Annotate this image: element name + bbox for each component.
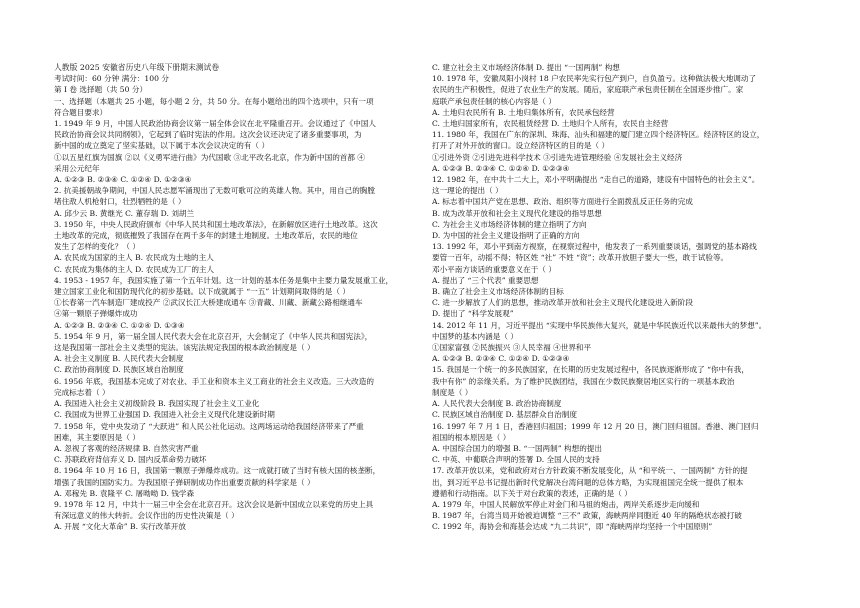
question-line: A. 忽视了客观的经济规律 B. 自然灾害严重 [54, 443, 199, 453]
exam-title: 人教版 2025 安徽省历史八年级下册期末测试卷 [54, 63, 220, 72]
question-line: 15. 我国是一个统一的多民族国家，在长期的历史发展过程中，各民族逐渐形成了 “你中有我， [432, 365, 749, 375]
question-line: 这是我国第一部社会主义类型的宪法。该宪法规定我国的根本政治制度是（ ） [54, 343, 315, 353]
question-line: 有深远意义的伟大转折。会议作出的历史性决策是（ ） [54, 511, 239, 521]
question-line: 9. 1978 年 12 月，中共十一届三中全会在北京召开。这次会议是新中国成立以来党的历史上具 [54, 499, 374, 509]
question-line: 新中国的成立奠定了坚实基础，以下属于本次会议决定的有（ ） [54, 141, 270, 151]
question-line: 要管一百年，动摇不得；特区姓 “社” 不姓 “资”；改革开放胆子要大一些，敢于试验等。 [432, 253, 729, 263]
question-line: 8. 1964 年 10 月 16 日，我国第一颗原子弹爆炸成功。这一成就打破了当时有核大国的核垄断， [54, 466, 381, 476]
question-line: C. 1992 年，海协会和海基会达成 “九二共识”，即 “海峡两岸均坚持一个中国原则” [432, 522, 713, 532]
question-line: 这一理论的提出（ ） [432, 186, 503, 196]
question-line: 11. 1980 年，我国在广东的深圳、珠海、汕头和福建的厦门建立四个经济特区。经济特区的设立， [432, 130, 765, 140]
question-line: 遵循和行动指南。以下关于对台政策的表述，正确的是（ ） [432, 488, 632, 498]
question-line: B. 成为改革开放和社会主义现代化建设的指导思想 [432, 208, 602, 218]
question-line: D. 提出了 “科学发展观” [432, 309, 514, 319]
question-line: 10. 1978 年，安徽凤阳小岗村 18 户农民率先实行包产到户，自负盈亏。这种做法极大地调动了 [432, 74, 757, 84]
question-line: 土地改革的完成，彻底摧毁了我国存在两千多年的封建土地制度。土地改革后，农民的地位 [54, 231, 358, 241]
question-line: 完成标志着（ ） [54, 387, 110, 397]
question-line: 制度是（ ） [432, 387, 473, 397]
question-line: 困难，其主要原因是（ ） [54, 432, 140, 442]
question-line: 民政治协商会议共同纲领》，它起到了临时宪法的作用。这次会议还决定了诸多重要事项，为 [54, 130, 362, 140]
question-line: C. 土地归国家所有，农民租赁经营 D. 土地归个人所有，农民自主经营 [432, 119, 669, 129]
question-line: A. 土地归农民所有 B. 土地归集体所有，农民承包经营 [432, 107, 615, 117]
right-question-body [432, 62, 810, 533]
question-line: 14. 2012 年 11 月，习近平提出 “实现中华民族伟大复兴，就是中华民族近代以来最伟大的梦想”。 [432, 320, 767, 330]
question-line: ①长春第一汽车制造厂建成投产 ②武汉长江大桥建成通车 ③青藏、川藏、新藏公路相继通车 [54, 298, 363, 308]
question-line: 建立国家工业化和国防现代化的初步基础。以下成就属于 “一五” 计划期间取得的是（ ） [54, 287, 350, 297]
instructions-line-2: 符合题目要求） [54, 107, 108, 117]
question-line: A. ①②③ B. ②③④ C. ①②④ D. ①②③④ [432, 354, 570, 364]
question-line: C. 苏联政府背信弃义 D. 国内反革命势力破坏 [54, 455, 207, 465]
question-line: A. 人民代表大会制度 B. 政治协商制度 [432, 399, 562, 409]
question-line: C. 我国成为世界工业强国 D. 我国进入社会主义现代化建设新时期 [54, 410, 275, 420]
question-line: 邓小平南方谈话的重要意义在于（ ） [432, 264, 556, 274]
question-line: 16. 1997 年 7 月 1 日，香港回归祖国；1999 年 12 月 20 日，澳门回归祖国。香港、澳门回归 [432, 421, 759, 431]
question-line: C. 政治协商制度 D. 民族区域自治制度 [54, 365, 184, 375]
question-line: 12. 1982 年，在中共十二大上，邓小平明确提出 “走自己的道路，建设有中国特色的社会主义”。 [432, 175, 760, 185]
question-line: 采用公元纪年 [54, 163, 100, 173]
question-line: A. 开展 “文化大革命” B. 实行改革开放 [54, 522, 187, 532]
question-line: A. 提出了 “三个代表” 重要思想 [432, 275, 539, 285]
question-line: 6. 1956 年底，我国基本完成了对农业、手工业和资本主义工商业的社会主义改造。三大改造的 [54, 376, 374, 386]
question-line: C. 民族区域自治制度 D. 基层群众自治制度 [432, 410, 577, 420]
question-line: A. 我国进入社会主义初级阶段 B. 我国实现了社会主义工业化 [54, 399, 260, 409]
part-heading: 第 Ⅰ 卷 选择题（共 50 分） [54, 85, 148, 95]
left-question-body [54, 118, 432, 533]
question-line: 堵住敌人机枪射口，壮烈牺牲的是（ ） [54, 197, 186, 207]
question-line: A. 1979 年，中国人民解放军停止对金门和马祖的炮击，两岸关系逐步走向缓和 [432, 499, 700, 509]
question-line: 我中有你” 的亲缘关系。为了维护民族团结，我国在少数民族聚居地区实行的一项基本政治 [432, 376, 735, 386]
question-line: A. ①②③ B. ②③④ C. ①②④ D. ①②③④ [54, 175, 192, 185]
question-line: A. 邱少云 B. 黄继光 C. 董存瑞 D. 刘胡兰 [54, 208, 195, 218]
question-line: 5. 1954 年 9 月，第一届全国人民代表大会在北京召开，大会制定了《中华人民共和国宪法》， [54, 331, 373, 341]
question-line: D. 为中国的社会主义建设指明了正确的方向 [432, 231, 580, 241]
question-line: C. 进一步解放了人们的思想，推动改革开放和社会主义现代化建设进入新阶段 [432, 298, 693, 308]
question-line: 庭联产承包责任制的核心内容是（ ） [432, 96, 556, 106]
question-line: C. 农民成为集体的主人 D. 农民成为工厂的主人 [54, 264, 215, 274]
question-line: 17. 改革开放以来，党和政府对台方针政策不断发展变化，从 “和平统一、一国两制” 方针的提 [432, 466, 748, 476]
question-line: C. 为社会主义市场经济体制的建立指明了方向 [432, 219, 587, 229]
instructions-line-1: 一、选择题（本题共 25 小题，每小题 2 分，共 50 分。在每小题给出的四个选项中，只有一项 [54, 96, 374, 106]
question-line: A. ①②③ B. ②③④ C. ①②④ D. ①③④ [54, 320, 185, 330]
question-line: 打开了对外开放的窗口。设立经济特区的目的是（ ） [432, 141, 610, 151]
question-line: A. 中国综合国力的增强 B. “一国两制” 构想的提出 [432, 443, 602, 453]
question-line: A. 标志着中国共产党在思想、政治、组织等方面进行全面拨乱反正任务的完成 [432, 197, 693, 207]
question-line: B. 确立了社会主义市场经济体制的目标 [432, 287, 564, 297]
question-line: 增强了我国的国防实力。为我国原子弹研制成功作出重要贡献的科学家是（ ） [54, 477, 315, 487]
question-line: ①国家富强 ②民族振兴 ③人民幸福 ④世界和平 [432, 343, 592, 353]
question-line: 发生了怎样的变化？（ ） [54, 242, 140, 252]
question-line: 13. 1992 年，邓小平到南方视察，在视察过程中，他发表了一系列重要谈话，强调党的基本路线 [432, 242, 757, 252]
question-line: A. 社会主义制度 B. 人民代表大会制度 [54, 354, 184, 364]
question-line: 出，到习近平总书记提出新时代党解决台湾问题的总体方略，为实现祖国完全统一提供了根本 [432, 477, 744, 487]
left-column [54, 62, 432, 533]
question-line: 7. 1958 年，党中央发动了 “大跃进” 和人民公社化运动。这两场运动给我国经济带来了严重 [54, 421, 364, 431]
question-line: ①以五星红旗为国旗 ②以《义勇军进行曲》为代国歌 ③北平改名北京，作为新中国的首都 ④ [54, 152, 365, 162]
question-line: 1. 1949 年 9 月，中国人民政治协商会议第一届全体会议在北平隆重召开。会议通过了《中国人 [54, 119, 377, 129]
question-line: 4. 1953 - 1957 年，我国实施了第一个五年计划。这一计划的基本任务是集中主要力量发展重工业， [54, 275, 394, 285]
question-line: C. 建立社会主义市场经济体制 D. 提出 “一国两制” 构想 [432, 63, 620, 72]
question-line: 3. 1950 年，中央人民政府颁布《中华人民共和国土地改革法》，在新解放区进行土地改革。这次 [54, 219, 378, 229]
question-line: ①引进外资 ②引进先进科学技术 ③引进先进管理经验 ④发展社会主义经济 [432, 152, 683, 162]
question-line: ④第一颗原子弹爆炸成功 [54, 309, 138, 319]
question-line: 祖国的根本原因是（ ） [432, 432, 511, 442]
question-line: B. 1987 年，台湾当局开始被迫调整 “三不” 政策，海峡两岸同胞近 40 年的隔绝状态被打破 [432, 511, 742, 521]
question-line: A. ①②③ B. ②③④ C. ①②④ D. ①②③④ [432, 163, 570, 173]
right-column [432, 62, 810, 533]
question-line: 2. 抗美援朝战争期间，中国人民志愿军涌现出了无数可歌可泣的英雄人物。其中，用自己的胸膛 [54, 186, 375, 196]
question-line: C. 中英、中葡联合声明的签署 D. 全国人民的支持 [432, 455, 600, 465]
question-line: A. 邓稼先 B. 袁隆平 C. 屠呦呦 D. 钱学森 [54, 488, 195, 498]
question-line: 中国梦的基本内涵是（ ） [432, 331, 518, 341]
question-line: 农民的生产积极性，促进了农业生产的发展。随后，家庭联产承包责任制在全国逐步推广。家 [432, 85, 744, 95]
exam-meta: 考试时间：60 分钟 满分：100 分 [54, 74, 169, 84]
question-line: A. 农民成为国家的主人 B. 农民成为土地的主人 [54, 253, 214, 263]
